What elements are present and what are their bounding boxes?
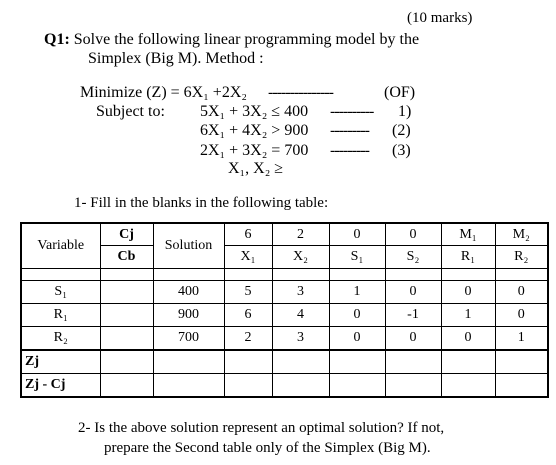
marks-label: (10 marks) [407, 10, 473, 26]
zj-label: Zj [21, 350, 100, 374]
cb-cell [100, 327, 153, 351]
coef-cell: 0 [441, 281, 495, 304]
coef-cell: 3 [272, 327, 329, 351]
question-1-line2: Simplex (Big M). Method : [88, 50, 264, 67]
solution-cell: 400 [153, 281, 224, 304]
zj-row [21, 350, 548, 374]
solution-cell: 700 [153, 327, 224, 351]
coef-cell: 0 [385, 327, 441, 351]
coef-cell: 0 [329, 327, 385, 351]
coef-cell: 3 [272, 281, 329, 304]
coef-cell: 1 [441, 304, 495, 327]
simplex-table [20, 222, 549, 398]
coef-cell: -1 [385, 304, 441, 327]
constraint-1-tag: 1) [398, 103, 412, 120]
constraint-1: 5X₁ + 3X₂ ≤ 400 [200, 103, 309, 120]
table-row [21, 304, 548, 327]
question-text: Solve the following linear programming model by the [69, 31, 420, 48]
cj-header: Cj [100, 223, 153, 246]
column-header: R₂ [495, 246, 548, 269]
table-row [21, 281, 548, 304]
coef-cell: 0 [495, 281, 548, 304]
column-header: S₂ [385, 246, 441, 269]
column-header: X₁ [224, 246, 272, 269]
cb-cell [100, 281, 153, 304]
coef-cell: 1 [329, 281, 385, 304]
constraint-1-dashes: ---------- [330, 103, 374, 120]
solution-header: Solution [153, 223, 224, 269]
cj-value: M₁ [441, 223, 495, 246]
question-number: Q1: [44, 31, 70, 48]
coef-cell: 5 [224, 281, 272, 304]
basic-variable: R₂ [21, 327, 100, 351]
constraint-3: 2X₁ + 3X₂ = 700 [200, 142, 309, 159]
coef-cell: 4 [272, 304, 329, 327]
coef-cell: 2 [224, 327, 272, 351]
coef-cell: 0 [441, 327, 495, 351]
column-header: X₂ [272, 246, 329, 269]
task-2-line1: 2- Is the above solution represent an optimal solution? If not, [78, 420, 445, 436]
constraint-2-dashes: --------- [330, 122, 369, 139]
coef-cell: 0 [329, 304, 385, 327]
task-1-instruction: 1- Fill in the blanks in the following table: [74, 195, 329, 211]
cj-value: 0 [329, 223, 385, 246]
coef-cell: 1 [495, 327, 548, 351]
task-2-line2: prepare the Second table only of the Simplex (Big M). [104, 440, 431, 456]
subject-to-label: Subject to: [96, 103, 165, 120]
objective-function: Minimize (Z) = 6X₁ +2X₂ [80, 84, 247, 101]
constraint-2-tag: (2) [392, 122, 411, 139]
variable-header: Variable [21, 223, 100, 269]
nonnegativity: X₁, X₂ ≥ [228, 160, 284, 177]
constraint-3-dashes: --------- [330, 142, 369, 159]
cj-value: M₂ [495, 223, 548, 246]
column-header: S₁ [329, 246, 385, 269]
solution-cell: 900 [153, 304, 224, 327]
column-header: R₁ [441, 246, 495, 269]
cj-value: 0 [385, 223, 441, 246]
basic-variable: S₁ [21, 281, 100, 304]
objective-tag: (OF) [384, 84, 416, 101]
question-1-title [44, 31, 419, 49]
constraint-3-tag: (3) [392, 142, 411, 159]
cb-header: Cb [100, 246, 153, 269]
basic-variable: R₁ [21, 304, 100, 327]
cb-cell [100, 304, 153, 327]
zj-cj-label: Zj - Cj [21, 374, 100, 398]
zj-cj-row [21, 374, 548, 398]
cj-value: 6 [224, 223, 272, 246]
coef-cell: 0 [385, 281, 441, 304]
coef-cell: 0 [495, 304, 548, 327]
coef-cell: 6 [224, 304, 272, 327]
constraint-2: 6X₁ + 4X₂ > 900 [200, 122, 309, 139]
cj-value: 2 [272, 223, 329, 246]
table-row [21, 327, 548, 351]
objective-dashes: --------------- [268, 84, 333, 101]
